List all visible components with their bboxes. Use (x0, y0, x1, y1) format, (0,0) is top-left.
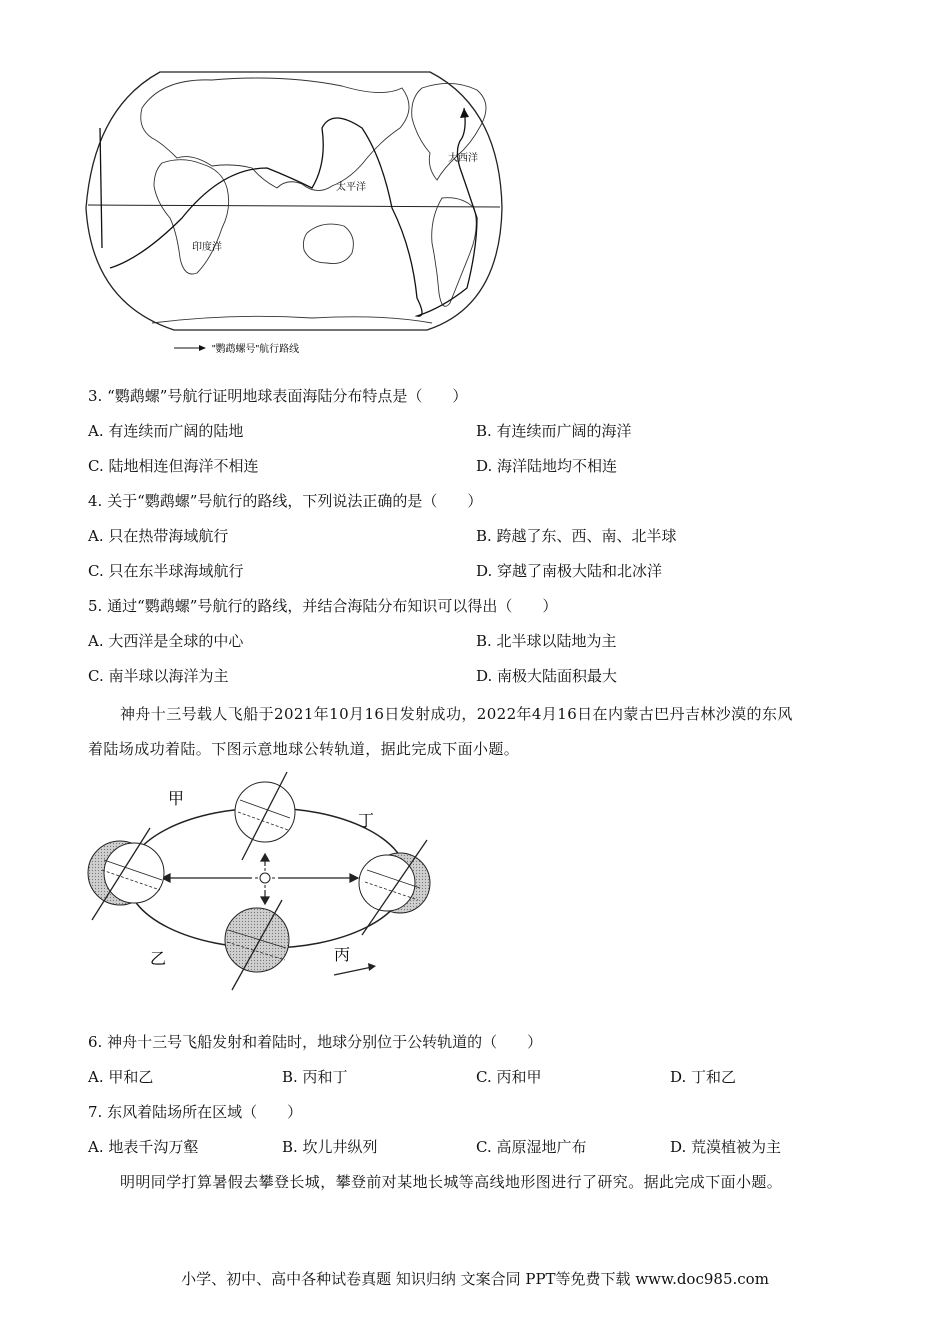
question-5-option-c: C. 南半球以海洋为主 (88, 667, 229, 685)
question-6-stem: 6. 神舟十三号飞船发射和着陆时，地球分别位于公转轨道的（ ） (88, 1033, 543, 1051)
question-5-stem: 5. 通过“鹦鹉螺”号航行的路线，并结合海陆分布知识可以得出（ ） (88, 597, 558, 615)
question-4-option-d: D. 穿越了南极大陆和北冰洋 (476, 562, 663, 580)
question-6-option-c: C. 丙和甲 (476, 1068, 542, 1086)
question-7-option-d: D. 荒漠植被为主 (670, 1138, 782, 1156)
question-7-stem: 7. 东风着陆场所在区域（ ） (88, 1103, 303, 1121)
label-yi: 乙 (150, 951, 167, 968)
label-ding: 丁 (358, 813, 375, 830)
earth-top (235, 772, 295, 860)
legend-label: "鹦鹉螺号"航行路线 (212, 344, 300, 355)
question-7-option-b: B. 坎儿井纵列 (282, 1138, 378, 1156)
earth-bottom (225, 900, 289, 990)
sun-icon (255, 868, 275, 888)
question-5-option-b: B. 北半球以陆地为主 (476, 632, 617, 650)
label-bing: 丙 (334, 947, 351, 964)
question-4-option-c: C. 只在东半球海域航行 (88, 562, 244, 580)
passage-2: 明明同学打算暑假去攀登长城，攀登前对某地长城等高线地形图进行了研究。据此完成下面小题。 (120, 1173, 783, 1191)
question-4-option-a: A. 只在热带海域航行 (88, 527, 229, 545)
question-4-option-b: B. 跨越了东、西、南、北半球 (476, 527, 677, 545)
orbit-direction-arrow (334, 967, 372, 975)
question-3-option-c: C. 陆地相连但海洋不相连 (88, 457, 259, 475)
question-5-option-a: A. 大西洋是全球的中心 (88, 632, 244, 650)
question-7-option-c: C. 高原湿地广布 (476, 1138, 587, 1156)
question-5-option-d: D. 南极大陆面积最大 (476, 667, 618, 685)
indian-label: 印度洋 (192, 242, 222, 253)
passage-1-line-1: 神舟十三号载人飞船于2021年10月16日发射成功，2022年4月16日在内蒙古巴丹吉林沙漠的东风 (120, 705, 793, 723)
question-7-option-a: A. 地表千沟万壑 (88, 1138, 199, 1156)
question-3-option-a: A. 有连续而广阔的陆地 (88, 422, 244, 440)
label-jia: 甲 (168, 791, 185, 808)
question-6-option-a: A. 甲和乙 (88, 1068, 154, 1086)
passage-1-line-2: 着陆场成功着陆。下图示意地球公转轨道，据此完成下面小题。 (88, 740, 520, 758)
orbit-figure (82, 770, 452, 1000)
earth-left (88, 828, 164, 920)
question-3-stem: 3. “鹦鹉螺”号航行证明地球表面海陆分布特点是（ ） (88, 387, 468, 405)
question-6-option-d: D. 丁和乙 (670, 1068, 737, 1086)
question-6-option-b: B. 丙和丁 (282, 1068, 348, 1086)
atlantic-label: 大西洋 (448, 153, 478, 164)
pacific-label: 太平洋 (336, 182, 366, 193)
world-map-figure (82, 68, 522, 358)
question-3-option-d: D. 海洋陆地均不相连 (476, 457, 618, 475)
page-footer: 小学、初中、高中各种试卷真题 知识归纳 文案合同 PPT等免费下载 www.doc985.com (181, 1270, 769, 1288)
question-3-option-b: B. 有连续而广阔的海洋 (476, 422, 632, 440)
earth-right (359, 840, 430, 935)
map-border (86, 72, 502, 330)
question-4-stem: 4. 关于“鹦鹉螺”号航行的路线，下列说法正确的是（ ） (88, 492, 483, 510)
